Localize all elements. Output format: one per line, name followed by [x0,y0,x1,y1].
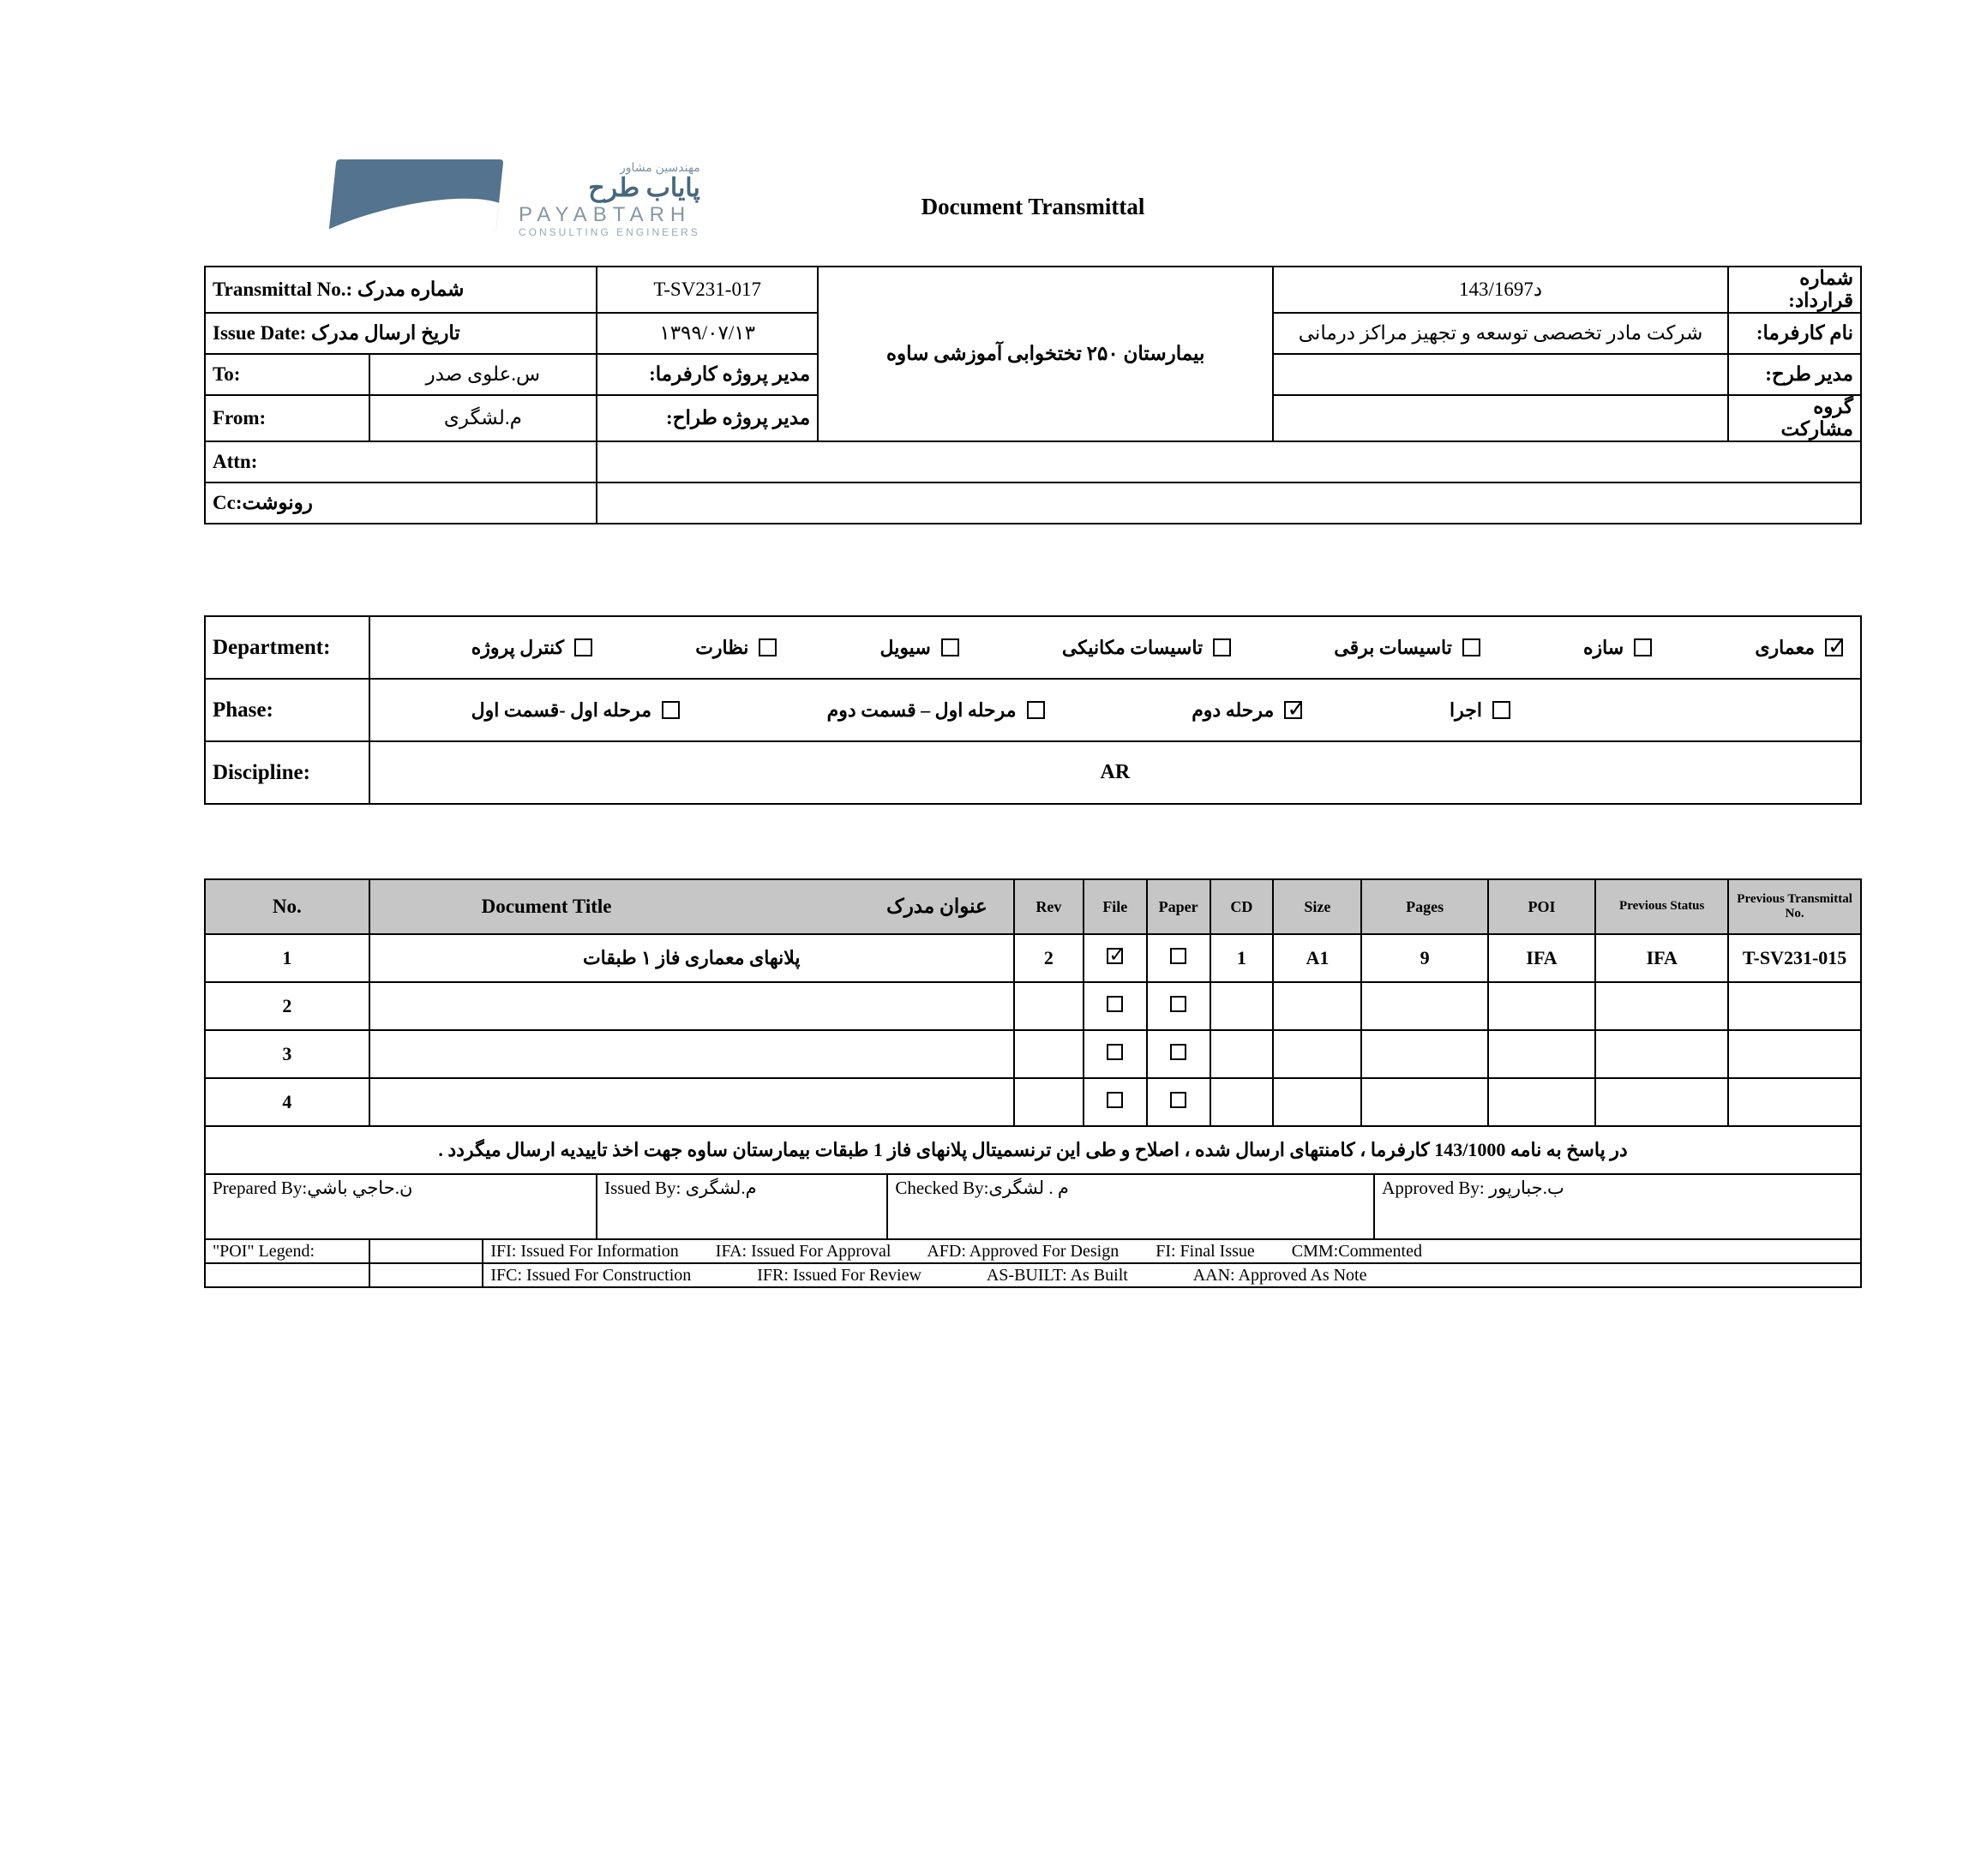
doc-title [369,1078,1014,1126]
plan-manager-label: مدیر طرح: [1728,354,1861,395]
cc-value-empty [597,482,1861,524]
col-header-no: No. [205,879,369,934]
department-option-supervision [695,637,777,659]
paper-checkbox [1170,1044,1186,1060]
phase-option-ejra [1450,699,1510,722]
doc-no: 2 [205,982,369,1030]
header-table [204,266,1862,524]
phase-options [377,699,1853,722]
file-checkbox [1107,996,1123,1012]
doc-poi [1488,1030,1595,1078]
department-options [377,637,1853,659]
checkbox [1284,701,1302,719]
doc-pages [1361,1078,1487,1126]
checkbox-label: مرحله اول – قسمت دوم [826,698,1017,721]
logo-subtitle-en: CONSULTING ENGINEERS [519,225,700,238]
poi-legend-row-2 [205,1263,1861,1287]
header-row-cc [205,482,1861,524]
doc-prev-status [1595,1030,1728,1078]
doc-pages [1361,982,1487,1030]
doc-rev [1014,1078,1084,1126]
department-option-saze [1583,637,1652,659]
doc-no: 3 [205,1030,369,1078]
client-name-value: شرکت مادر تخصصی توسعه و تجهیز مراکز درمانی [1273,313,1728,354]
client-name-label: نام کارفرما: [1728,313,1861,354]
transmittal-no-label: Transmittal No.: شماره مدرک [205,267,597,313]
doc-file-cell [1084,982,1147,1030]
doc-paper-cell [1147,934,1210,982]
col-header-prev-status: Previous Status [1595,879,1728,934]
classification-table [204,615,1862,805]
doc-prev-transmittal [1728,1030,1861,1078]
note-row [205,1126,1861,1174]
transmittal-note: در پاسخ به نامه 143/1000 کارفرما ، کامنتهای ارسال شده ، اصلاح و طی این ترنسمیتال پلانهای فاز 1 طبقات بیمارستان ساوه جهت اخذ تاییدیه ارسال میگردد . [205,1126,1861,1174]
doc-cd [1210,1030,1274,1078]
doc-file-cell [1084,934,1147,982]
col-header-poi: POI [1488,879,1595,934]
paper-checkbox [1170,1092,1186,1108]
legend-item-aan: AAN: Approved As Note [1192,1265,1367,1285]
doc-no: 1 [205,934,369,982]
poi-legend-label-empty [205,1263,369,1287]
design-pm-label: مدیر پروژه طراح: [597,395,818,441]
checkbox [941,638,959,656]
discipline-value: AR [369,741,1861,804]
to-label: To: [205,354,369,395]
poi-legend-label: "POI" Legend: [205,1239,369,1263]
doc-prev-transmittal: T-SV231-015 [1728,934,1861,982]
doc-rev [1014,1030,1084,1078]
checkbox-label: معماری [1755,636,1815,658]
logo-name-fa: پایاب طرح [588,174,700,203]
transmittal-sheet [204,159,1862,1288]
legend-item-ifa: IFA: Issued For Approval [715,1241,891,1261]
poi-legend-row-1 [205,1239,1861,1263]
signatures-row [205,1174,1861,1239]
legend-item-asbuilt: AS-BUILT: As Built [986,1265,1128,1285]
header-row-transmittal [205,267,1861,313]
logo-name-en: PAYABTARH [519,203,692,227]
client-pm-label: مدیر پروژه کارفرما: [597,354,818,395]
legend-item-cmm: CMM:Commented [1291,1241,1422,1261]
document-title: Document Transmittal [921,194,1145,219]
page-header [204,159,1862,266]
department-options-cell [369,616,1861,679]
checkbox-label: مرحله دوم [1192,698,1275,721]
checkbox-label: کنترل پروژه [471,636,565,658]
doc-cd [1210,1078,1274,1126]
legend-item-ifi: IFI: Issued For Information [490,1241,679,1261]
checkbox [1825,638,1843,656]
poi-legend-spacer [369,1263,483,1287]
doc-paper-cell [1147,1030,1210,1078]
document-row [205,1078,1861,1126]
phase-options-cell [369,679,1861,741]
checkbox-label: تاسیسات برقی [1334,636,1452,658]
doc-prev-status: IFA [1595,934,1728,982]
doc-title: پلانهای معماری فاز ۱ طبقات [369,934,1014,982]
paper-checkbox [1170,996,1186,1012]
checkbox [1213,638,1231,656]
legend-item-afd: AFD: Approved For Design [927,1241,1120,1261]
col-header-cd: CD [1210,879,1274,934]
phase-label: Phase: [205,679,369,741]
checkbox [574,638,592,656]
doc-poi [1488,982,1595,1030]
discipline-row [205,741,1861,804]
legend-item-fi: FI: Final Issue [1156,1241,1255,1261]
discipline-label: Discipline: [205,741,369,804]
poi-legend-line-2 [483,1263,1861,1287]
project-title: بیمارستان ۲۵۰ تختخوابی آموزشی ساوه [818,267,1273,441]
doc-pages: 9 [1361,934,1487,982]
transmittal-no-value: T-SV231-017 [597,267,818,313]
doc-prev-transmittal [1728,1078,1861,1126]
col-header-title-fa: عنوان مدرک [886,896,988,917]
doc-size: A1 [1273,934,1361,982]
checkbox-label: تاسیسات مکانیکی [1061,636,1204,658]
checkbox [759,638,777,656]
doc-paper-cell [1147,982,1210,1030]
department-option-memari [1755,637,1843,659]
from-label: From: [205,395,369,441]
doc-pages [1361,1030,1487,1078]
attn-label: Attn: [205,441,597,482]
phase-option-aval-aval [471,699,680,722]
doc-no: 4 [205,1078,369,1126]
issue-date-value: ۱۳۹۹/۰۷/۱۳ [597,313,818,354]
checkbox [1462,638,1480,656]
checkbox [662,701,680,719]
doc-size [1273,1078,1361,1126]
doc-rev [1014,982,1084,1030]
doc-prev-transmittal [1728,982,1861,1030]
cc-label: Cc:رونوشت [205,482,597,524]
document-row [205,982,1861,1030]
col-header-paper: Paper [1147,879,1210,934]
plan-manager-value-empty [1273,354,1728,395]
col-header-pages: Pages [1361,879,1487,934]
contract-no-value: 143/1697د [1273,267,1728,313]
department-option-electrical [1334,637,1480,659]
issue-date-label: Issue Date: تاریخ ارسال مدرک [205,313,597,354]
department-option-project-control [471,637,592,659]
document-row [205,1030,1861,1078]
doc-cd [1210,982,1274,1030]
document-list-table [204,878,1862,1175]
col-header-file: File [1084,879,1147,934]
document-row [205,934,1861,982]
col-header-rev: Rev [1014,879,1084,934]
poi-legend-table [204,1238,1862,1288]
checked-by: Checked By:م . لشگری [887,1174,1374,1239]
department-label: Department: [205,616,369,679]
file-checkbox [1107,1044,1123,1060]
partnership-value-empty [1273,395,1728,441]
from-value: م.لشگری [369,395,597,441]
paper-checkbox [1170,948,1186,964]
doc-title [369,1030,1014,1078]
approved-by: Approved By: ب.جبارپور [1374,1174,1861,1239]
legend-item-ifr: IFR: Issued For Review [757,1265,921,1285]
file-checkbox [1107,948,1123,964]
legend-item-ifc: IFC: Issued For Construction [490,1265,692,1285]
checkbox-label: سازه [1582,636,1624,658]
department-row [205,616,1861,679]
checkbox [1492,701,1510,719]
contract-no-label: شماره قرارداد: [1728,267,1861,313]
signatures-table [204,1173,1862,1240]
poi-legend-spacer [369,1239,483,1263]
document-table-header-row [205,879,1861,934]
department-option-mechanical [1062,637,1231,659]
doc-poi [1488,1078,1595,1126]
issued-by: Issued By: م.لشگری [597,1174,887,1239]
doc-cd: 1 [1210,934,1274,982]
doc-poi: IFA [1488,934,1595,982]
doc-file-cell [1084,1078,1147,1126]
col-header-title-en: Document Title [481,896,612,917]
doc-title [369,982,1014,1030]
checkbox [1027,701,1045,719]
checkbox [1634,638,1652,656]
checkbox-label: سیویل [879,636,931,658]
col-header-size: Size [1273,879,1361,934]
attn-value-empty [597,441,1861,482]
checkbox-label: مرحله اول -قسمت اول [471,698,651,721]
poi-legend-line-1 [483,1239,1861,1263]
col-header-title [369,879,1014,934]
doc-size [1273,982,1361,1030]
logo-tagline-fa: مهندسین مشاور [620,160,700,174]
phase-option-aval-dovom [827,699,1045,722]
phase-row [205,679,1861,741]
to-value: س.علوی صدر [369,354,597,395]
checkbox-label: اجرا [1450,698,1482,721]
doc-prev-status [1595,982,1728,1030]
doc-file-cell [1084,1030,1147,1078]
prepared-by: Prepared By:ن.حاجي باشي [205,1174,597,1239]
doc-paper-cell [1147,1078,1210,1126]
col-header-prev-transmittal: Previous Transmittal No. [1728,879,1861,934]
checkbox-label: نظارت [695,636,749,658]
department-option-civil [880,637,959,659]
doc-prev-status [1595,1078,1728,1126]
partnership-label: گروه مشارکت [1728,395,1861,441]
doc-size [1273,1030,1361,1078]
phase-option-marhale-dovom [1192,699,1302,722]
file-checkbox [1107,1092,1123,1108]
doc-rev: 2 [1014,934,1084,982]
header-row-attn [205,441,1861,482]
